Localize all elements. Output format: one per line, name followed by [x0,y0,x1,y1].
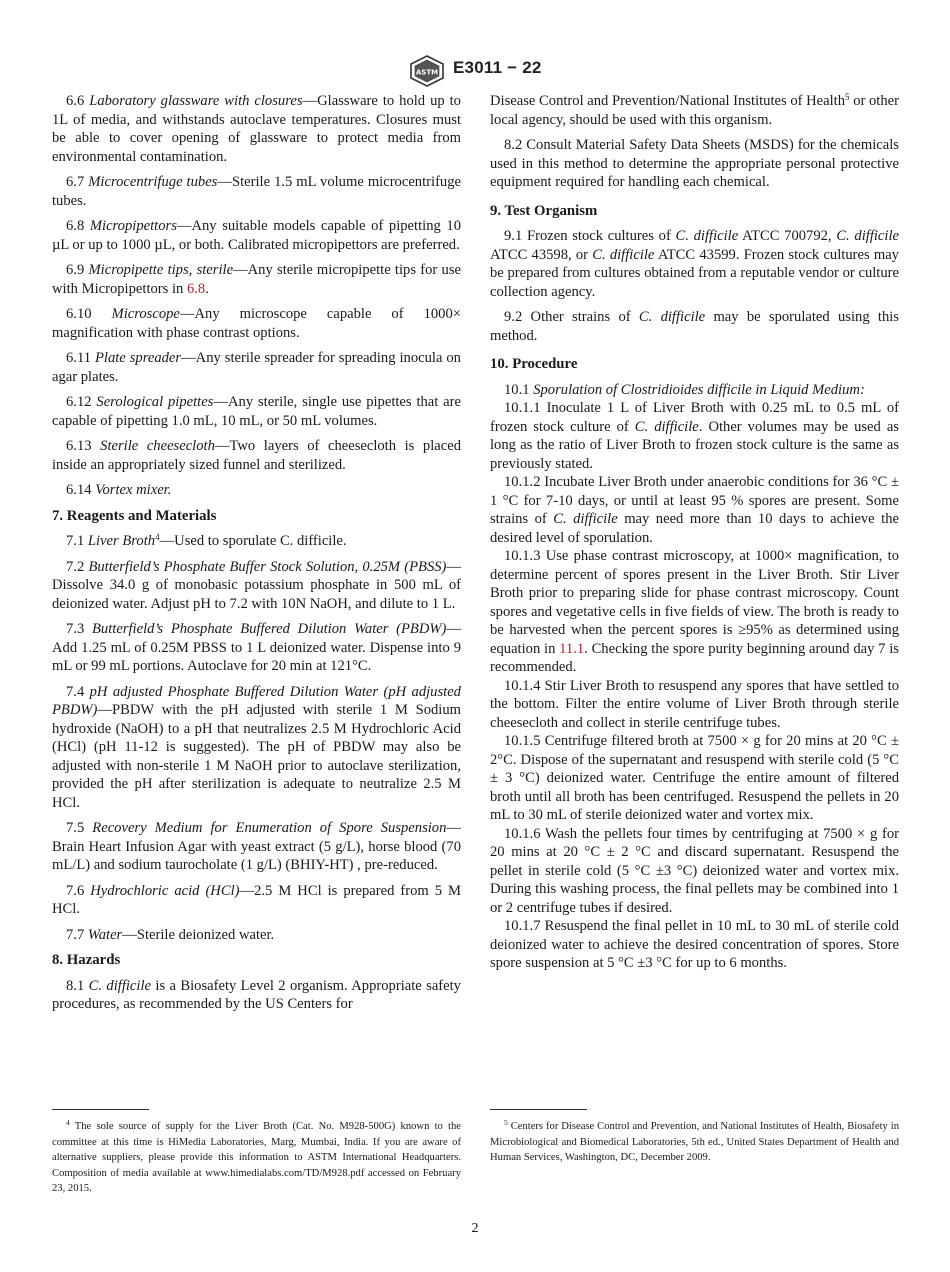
document-id: E3011 − 22 [453,58,542,77]
section-9-2: 9.2 Other strains of C. difficile may be sporulated using this method. [490,309,899,344]
page-number: 2 [471,1221,479,1236]
section-6-12: 6.12 Serological pipettes—Any sterile, single use pipettes that are capable of pipetting 1.0 mL, 10 mL, or 50 mL volumes. [52,394,461,429]
section-10-1-4: 10.1.4 Stir Liver Broth to resuspend any spores that have settled to the bottom. Filter the entire volume of Liver Broth through sterile cheesecloth and collect in sterile centrifuge tubes. [490,677,899,731]
section-8-1: 8.1 C. difficile is a Biosafety Level 2 organism. Appropriate safety procedures, as recommended by the US Centers for [52,977,461,1012]
section-7-7: 7.7 Water—Sterile deionized water. [66,926,275,943]
page-header [0,54,950,88]
section-6-14: 6.14 Vortex mixer. [66,482,172,498]
heading-reagents: 7. Reagents and Materials [52,507,217,524]
heading-test-organism: 9. Test Organism [490,202,598,219]
section-6-6: 6.6 Laboratory glassware with closures—Glassware to hold up to 1L of media, and withstands autoclave temperatures. Closures must be able to cover opening of glassware to protect media from environmental contamination. [52,93,461,165]
section-7-1: 7.1 Liver Broth$^4$—Used to sporulate C. difficile. [66,532,347,549]
section-7-6: 7.6 Hydrochloric acid (HCl)—2.5 M HCl is prepared from 5 M HCl. [52,882,461,917]
svg-text:ASTM: ASTM [415,68,439,77]
astm-logo-icon [408,54,446,88]
footnote-divider-right [490,1109,587,1110]
section-6-8: 6.8 Micropipettors—Any suitable models capable of pipetting 10 µL or up to 1000 µL, or both. Calibrated micropipettors are preferred. [52,218,461,253]
section-link-11-1[interactable]: 11.1 [559,640,585,657]
section-7-5: 7.5 Recovery Medium for Enumeration of Spore Suspension—Brain Heart Infusion Agar with yeast extract (5 g/L), horse blood (70 mL/L) and sodium taurocholate (1 g/L) (BHIY-HT) , pre-reduced. [52,820,461,873]
footnote-4: $^4$ The sole source of supply for the Liver Broth (Cat. No. M928-500G) known to the committee at this time is HiMedia Laboratories, Marg, Mumbai, India. If you are aware of alternative suppliers, please provide this information to ASTM International Headquarters. Composition of media available at www.himedialabs.com/TD/M928.pdf accessed on February 23, 2015. [52,1118,461,1195]
section-10-1-5: 10.1.5 Centrifuge filtered broth at 7500 × g for 20 mins at 20 °C ± 2°C. Dispose of the supernatant and resuspend with sterile cold (5 °C ± 3 °C) deionized water. Centrifuge the entire amount of filtered broth until all broth has been centrifuged. Resuspend the pellets in 20 mL to 30 mL of sterile deionized water and vortex mix. [490,733,899,823]
section-7-4: 7.4 pH adjusted Phosphate Buffered Dilution Water (pH adjusted PBDW)—PBDW with the pH adjusted with sterile 1 M Sodium hydroxide (NaOH) to a pH that neutralizes 2.5 M Hydrochloric Acid (HCl) (pH 11-12 is suggested). The pH of PBDW may also be adjusted with non-sterile 1 M NaOH prior to autoclave sterilization, provided the pH after sterilization is adequate to neutralize 2.5 M HCl. [52,683,461,811]
section-6-11: 6.11 Plate spreader—Any sterile spreader for spreading inocula on agar plates. [52,350,461,385]
heading-hazards: 8. Hazards [52,952,121,968]
section-6-10: 6.10 Microscope—Any microscope capable of 1000× magnification with phase contrast options. [52,306,461,341]
section-6-7: 6.7 Microcentrifuge tubes—Sterile 1.5 mL volume microcentrifuge tubes. [52,174,462,209]
section-10-1-1: 10.1.1 Inoculate 1 L of Liver Broth with 0.25 mL to 0.5 mL of frozen stock culture of C. difficile. Other volumes may be used as long as the ratio of Liver Broth to frozen stock culture is the same as previously stated. [490,400,899,472]
left-column [52,92,461,1021]
footnote-5: $^5$ Centers for Disease Control and Prevention, and National Institutes of Health, Biosafety in Microbiological and Biomedical Laboratories, 5th ed., United States Department of Health and Human Services, Washington, DC, December 2009. [490,1118,899,1164]
section-6-9: 6.9 Micropipette tips, sterile—Any sterile micropipette tips for use with Micropipettors in 6.8. [52,262,461,297]
section-10-1-3: 10.1.3 Use phase contrast microscopy, at 1000× magnification, to determine percent of spores present in the Liver Broth. Stir Liver Broth prior to preparing slide for phase contrast microscopy. Count spores and vegetative cells in five fields of view. The broth is ready to be harvested when the percent spores is ≥95% as determined using equation in 11.1. Checking the spore purity beginning around day 7 is recommended. [490,548,899,675]
footnote-ref-5[interactable]: 5 [845,92,850,102]
section-10-1-2: 10.1.2 Incubate Liver Broth under anaerobic conditions for 36 °C ± 1 °C for 7-10 days, or until at least 95 % spores are present. Some strains of C. difficile may need more than 10 days to achieve the desired level of sporulation. [490,474,899,546]
section-9-1: 9.1 Frozen stock cultures of C. difficile ATCC 700792, C. difficile ATCC 43598, or C. difficile ATCC 43599. Frozen stock cultures may be prepared from cultures obtained from a reputable vendor or culture collection agency. [490,228,899,300]
section-8-2: 8.2 Consult Material Safety Data Sheets (MSDS) for the chemicals used in this method to determine the appropriate personal protective equipment required for handling each chemical. [490,137,899,190]
heading-procedure: 10. Procedure [490,356,578,372]
section-8-1-continued: Disease Control and Prevention/National Institutes of Health$^5$ or other local agency, should be used with this organism. [490,92,899,128]
section-10-1: 10.1 Sporulation of Clostridioides difficile in Liquid Medium: [504,381,865,398]
section-7-2: 7.2 Butterfield’s Phosphate Buffer Stock Solution, 0.25M (PBSS)—Dissolve 34.0 g of monobasic potassium phosphate in 500 mL of deionized water. Adjust pH to 7.2 with 10N NaOH, and dilute to 1 L. [52,558,461,612]
section-7-3: 7.3 Butterfield’s Phosphate Buffered Dilution Water (PBDW)—Add 1.25 mL of 0.25M PBSS to 1 L deionized water. Dispense into 9 mL or 99 mL portions. Autoclave for 20 min at 121°C. [52,621,461,674]
right-column [490,92,899,973]
footnote-ref-4[interactable]: 4 [155,532,160,542]
section-10-1-7: 10.1.7 Resuspend the final pellet in 10 mL to 30 mL of sterile cold deionized water to achieve the desired concentration of spores. Store spore suspension at 5 °C ±3 °C for up to 6 months. [490,918,899,971]
section-link-6-8[interactable]: 6.8 [186,280,206,297]
footnote-divider-left [52,1109,149,1110]
section-10-1-6: 10.1.6 Wash the pellets four times by centrifuging at 7500 × g for 20 mins at 20 °C ± 2 °C and discard supernatant. Resuspend the pellet in sterile cold (5 °C ±3 °C) deionized water and vortex mix. During this washing process, the final pellets may be combined into 1 or 2 centrifuge tubes if desired. [490,825,899,916]
section-6-13: 6.13 Sterile cheesecloth—Two layers of cheesecloth is placed inside an appropriately sized funnel and sterilized. [52,438,462,473]
